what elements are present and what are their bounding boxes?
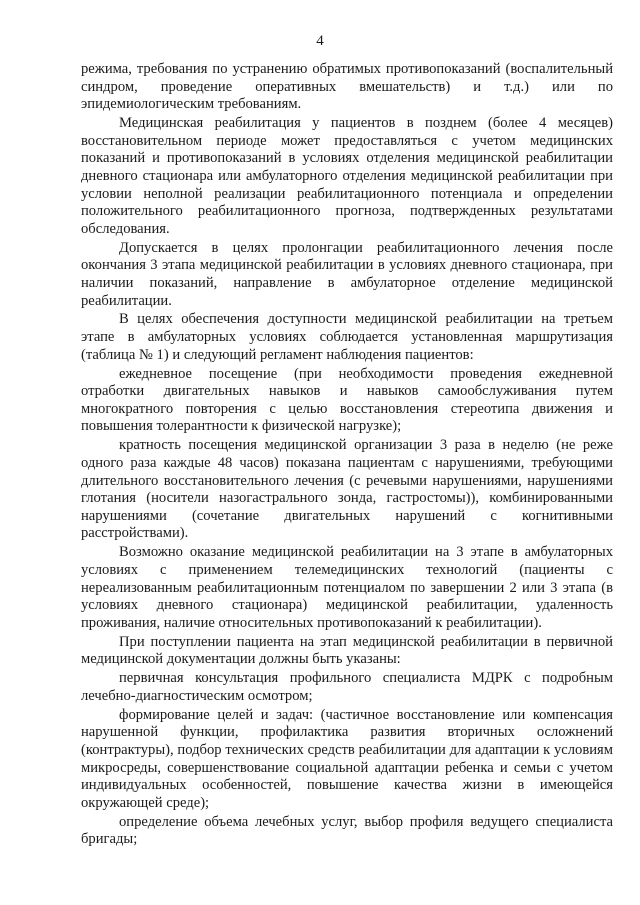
list-item-consultation: первичная консультация профильного специалиста МДРК с подробным лечебно-диагностическим осмотром; [81,670,613,704]
paragraph-4: В целях обеспечения доступности медицинской реабилитации на третьем этапе в амбулаторных условиях соблюдается установленная маршрутизация (таблица № 1) и следующий регламент наблюдения пациентов: [81,311,613,363]
paragraph-3: Допускается в целях пролонгации реабилитационного лечения после окончания 3 этапа медицинской реабилитации в условиях дневного стационара, при наличии показаний, направление в амбулаторное отделение медицинской реабилитации. [81,239,613,309]
list-item-goals: формирование целей и задач: (частичное восстановление или компенсация нарушенной функции, профилактика развития вторичных осложнений (контрактуры), подбор технических средств реабилитации для адаптации к условиям микросреды, совершенствование социальной адаптации ребенка и семьи с учетом индивидуальных особенностей, повышение качества жизни в имеющейся окружающей среде); [81,706,613,811]
paragraph-documentation: При поступлении пациента на этап медицинской реабилитации в первичной медицинской документации должны быть указаны: [81,633,613,668]
paragraph-1: режима, требования по устранению обратимых противопоказаний (воспалительный синдром, проведение оперативных вмешательств) и т.д.) или по эпидемиологическим требованиям. [81,61,613,113]
list-item-visit-frequency: кратность посещения медицинской организации 3 раза в неделю (не реже одного раза каждые 48 часов) показана пациентам с нарушениями, требующими длительного восстановительного лечения (с речевыми нарушениями, нарушениями глотания (носители назогастрального зонда, гастростомы)), комбинированными нарушениями (сочетание двигательных нарушений с когнитивными расстройствами). [81,437,613,542]
document-body [81,61,613,850]
list-item-service-volume: определение объема лечебных услуг, выбор профиля ведущего специалиста бригады; [81,813,613,848]
paragraph-2: Медицинская реабилитация у пациентов в позднем (более 4 месяцев) восстановительном периоде может предоставляться с учетом медицинских показаний и противопоказаний в условиях отделения медицинской реабилитации дневного стационара или амбулаторного отделения медицинской реабилитации при условии неполной реализации реабилитационного потенциала и определении положительного реабилитационного прогноза, подтвержденных результатами обследования. [81,115,613,237]
page-number: 4 [316,33,324,49]
paragraph-telemedicine: Возможно оказание медицинской реабилитации на 3 этапе в амбулаторных условиях с применением телемедицинских технологий (пациенты с нереализованным реабилитационным потенциалом по завершении 2 или 3 этапа (в условиях дневного стационара) медицинской реабилитации, удаленность проживания, наличие относительных противопоказаний к реабилитации). [81,544,613,631]
list-item-daily-visit: ежедневное посещение (при необходимости проведения ежедневной отработки двигательных навыков и навыков самообслуживания путем многократного повторения с целью восстановления стереотипа движения и повышения толерантности к физической нагрузке); [81,365,613,435]
